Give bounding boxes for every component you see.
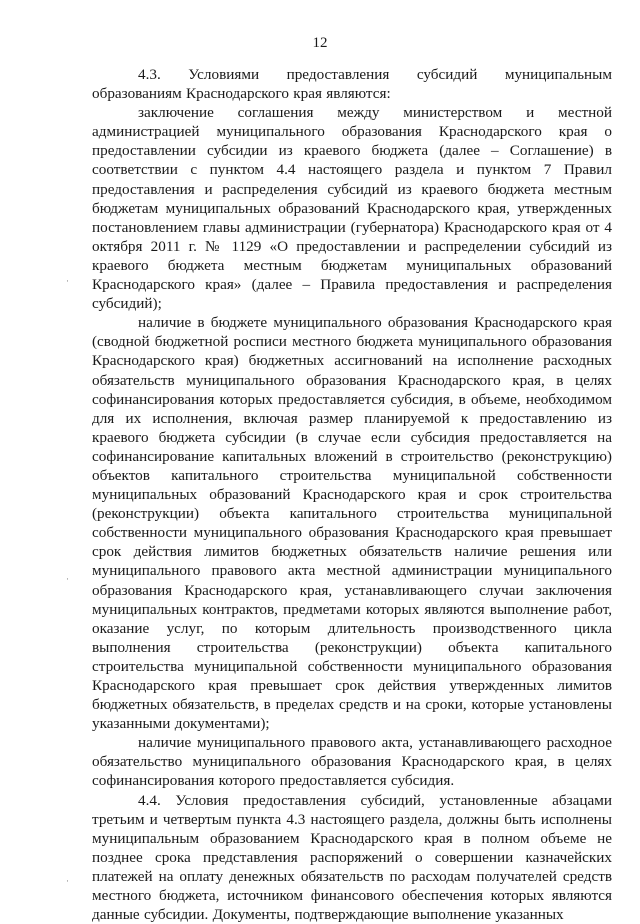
document-body	[92, 65, 612, 924]
paragraph-budget-condition: наличие в бюджете муниципального образования Краснодарского края (сводной бюджетной росписи местного бюджета муниципального образования Краснодарского края) бюджетных ассигнований на исполнение расходных обязательств муниципального образования Краснодарского края, в целях софинансирования которых предоставляется субсидия, в объеме, необходимом для их исполнения, включая размер планируемой к предоставлению из краевого бюджета субсидии (в случае если субсидия предоставляется на софинансирование капитальных вложений в строительство (реконструкцию) объектов капитального строительства муниципальной собственности муниципальных образований Краснодарского края и срок строительства (реконструкции) объекта капитального строительства муниципальной собственности муниципального образования Краснодарского края превышает срок действия лимитов бюджетных обязательств наличие решения или муниципального правового акта местной администрации муниципального образования Краснодарского края, устанавливающего случаи заключения муниципальных контрактов, предметами которых являются выполнение работ, оказание услуг, по которым длительность производственного цикла выполнения строительства (реконструкции) объекта капитального строительства муниципальной собственности муниципального образования Краснодарского края превышает срок действия утвержденных лимитов бюджетных обязательств, в пределах средств и на сроки, которые установлены указанными документами);	[92, 314, 612, 733]
paragraph-4-4: 4.4. Условия предоставления субсидий, установленные абзацами третьим и четвертым пункта 4.3 настоящего раздела, должны быть исполнены муниципальным образованием Краснодарского края в полном объеме не позднее срока представления распоряжений о совершении казначейских платежей на оплату денежных обязательств по расходам получателей средств местного бюджета, источником финансового обеспечения которых являются данные субсидии. Документы, подтверждающие выполнение указанных	[92, 791, 612, 924]
scan-mark: ·	[66, 276, 69, 286]
scan-mark: ·	[66, 574, 69, 584]
paragraph-4-3-heading: 4.3. Условиями предоставления субсидий муниципальным образованиям Краснодарского края являются:	[92, 66, 612, 103]
page-number: 12	[312, 35, 328, 51]
paragraph-agreement-condition: заключение соглашения между министерством и местной администрацией муниципального образования Краснодарского края о предоставлении субсидии из краевого бюджета (далее – Соглашение) в соответствии с пунктом 4.4 настоящего раздела и пунктом 7 Правил предоставления и распределения субсидий из краевого бюджета местным бюджетам муниципальных образований Краснодарского края, утвержденных постановлением главы администрации (губернатора) Краснодарского края от 4 октября 2011 г. № 1129 «О предоставлении и распределении субсидий из краевого бюджета местным бюджетам муниципальных образований Краснодарского края» (далее – Правила предоставления и распределения субсидий);	[92, 104, 612, 313]
scan-mark: ·	[66, 876, 69, 886]
paragraph-legal-act-condition: наличие муниципального правового акта, устанавливающего расходное обязательство муниципального образования Краснодарского края, в целях софинансирования которого предоставляется субсидия.	[92, 734, 612, 790]
